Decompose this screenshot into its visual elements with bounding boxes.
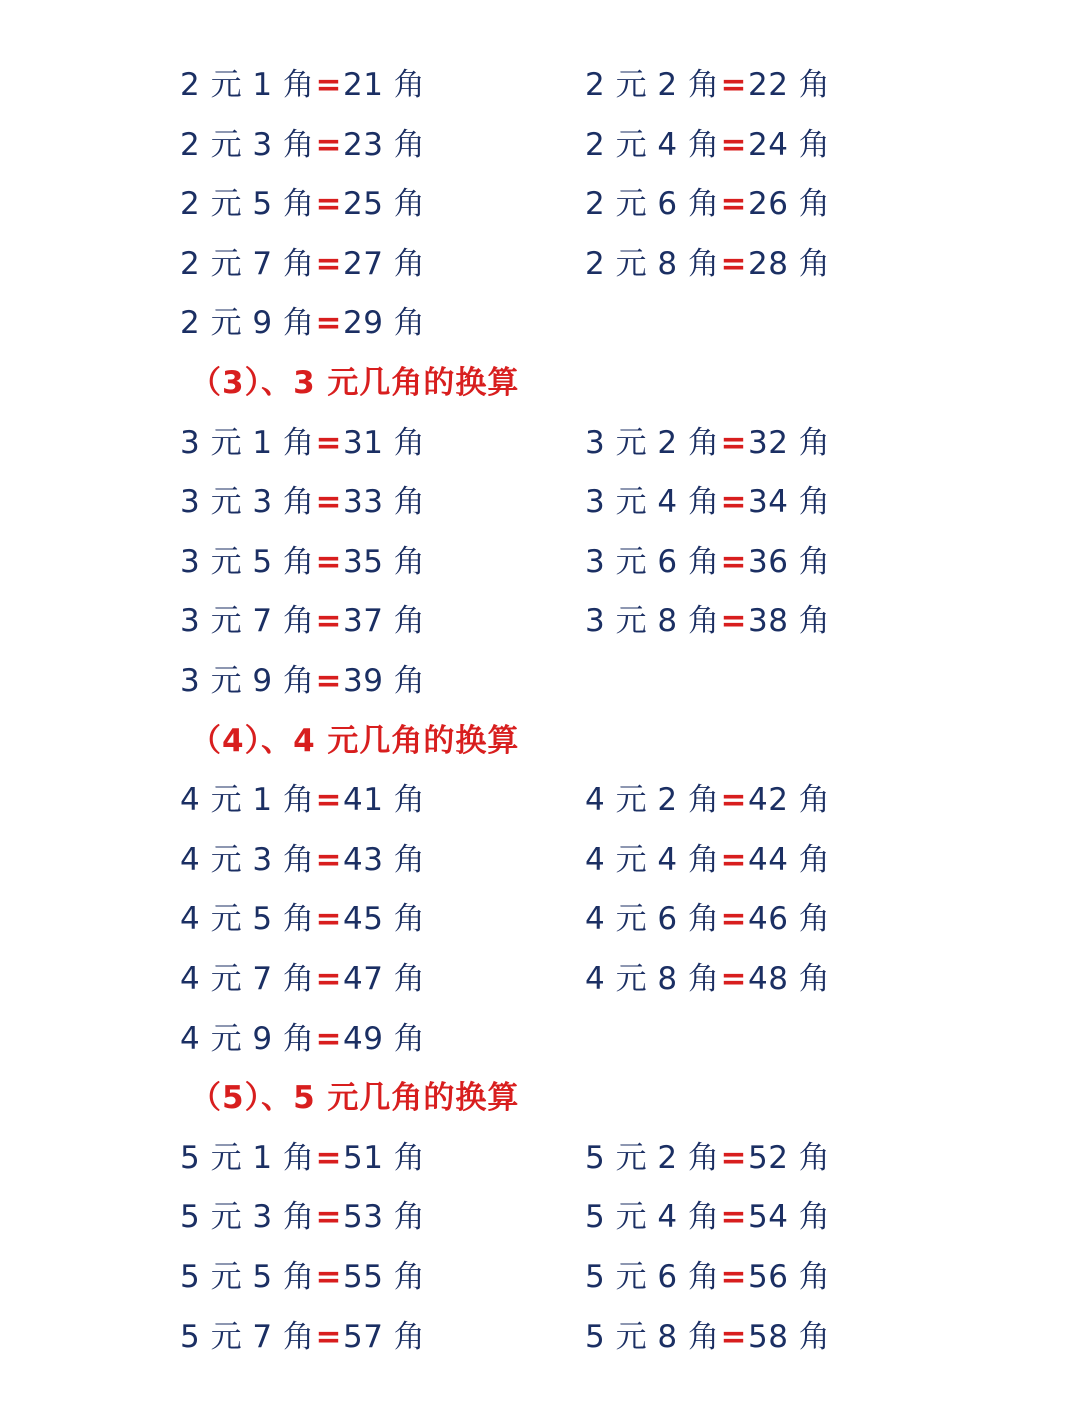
conversion-left: 2 元 8 角 bbox=[585, 245, 720, 282]
equals-sign: = bbox=[315, 961, 342, 997]
equals-sign: = bbox=[315, 841, 342, 878]
equals-sign: = bbox=[315, 543, 342, 580]
conversion-left: 3 元 2 角 bbox=[585, 424, 720, 461]
conversion-result: 45 角 bbox=[343, 901, 426, 938]
equals-sign: = bbox=[720, 186, 747, 223]
conversion-left: 2 元 1 角 bbox=[180, 67, 315, 103]
conversion-left: 4 元 6 角 bbox=[585, 901, 720, 938]
conversion-result: 47 角 bbox=[343, 961, 426, 997]
equals-sign: = bbox=[720, 543, 747, 580]
equals-sign: = bbox=[315, 782, 342, 819]
equals-sign: = bbox=[720, 245, 747, 282]
conversion-item-right bbox=[585, 950, 830, 1009]
conversion-item-right bbox=[585, 414, 830, 473]
conversion-left: 4 元 9 角 bbox=[180, 1020, 315, 1057]
conversion-result: 37 角 bbox=[343, 603, 426, 640]
conversion-result: 25 角 bbox=[343, 186, 426, 223]
conversion-left: 3 元 3 角 bbox=[180, 484, 315, 521]
conversion-item-left bbox=[180, 1129, 425, 1188]
conversion-left: 5 元 7 角 bbox=[180, 1318, 315, 1355]
equals-sign: = bbox=[720, 603, 747, 640]
conversion-result: 48 角 bbox=[748, 961, 831, 997]
conversion-left: 4 元 3 角 bbox=[180, 841, 315, 878]
conversion-left: 4 元 7 角 bbox=[180, 961, 315, 997]
equals-sign: = bbox=[720, 1318, 747, 1355]
conversion-item-left bbox=[180, 1308, 425, 1367]
conversion-left: 5 元 2 角 bbox=[585, 1139, 720, 1176]
conversion-item-left bbox=[180, 473, 425, 532]
equals-sign: = bbox=[720, 1259, 747, 1295]
conversion-result: 56 角 bbox=[748, 1259, 831, 1295]
conversion-result: 43 角 bbox=[343, 841, 426, 878]
conversion-item-right bbox=[585, 56, 830, 115]
equals-sign: = bbox=[720, 484, 747, 521]
conversion-result: 27 角 bbox=[343, 245, 426, 282]
conversion-item-left bbox=[180, 175, 425, 234]
conversion-result: 46 角 bbox=[748, 901, 831, 938]
conversion-left: 5 元 5 角 bbox=[180, 1259, 315, 1295]
conversion-left: 2 元 9 角 bbox=[180, 305, 315, 342]
equals-sign: = bbox=[315, 1259, 342, 1295]
equals-sign: = bbox=[315, 424, 342, 461]
conversion-left: 2 元 2 角 bbox=[585, 67, 720, 103]
equals-sign: = bbox=[720, 424, 747, 461]
conversion-left: 4 元 1 角 bbox=[180, 782, 315, 819]
conversion-result: 36 角 bbox=[748, 543, 831, 580]
conversion-item-right bbox=[585, 473, 830, 532]
conversion-left: 3 元 7 角 bbox=[180, 603, 315, 640]
conversion-result: 33 角 bbox=[343, 484, 426, 521]
conversion-item-right bbox=[585, 771, 830, 830]
equals-sign: = bbox=[315, 1139, 342, 1176]
conversion-result: 32 角 bbox=[748, 424, 831, 461]
conversion-left: 2 元 4 角 bbox=[585, 126, 720, 163]
conversion-result: 41 角 bbox=[343, 782, 426, 819]
conversion-item-left bbox=[180, 533, 425, 592]
conversion-item-right bbox=[585, 831, 830, 890]
equals-sign: = bbox=[720, 782, 747, 819]
equals-sign: = bbox=[720, 1139, 747, 1176]
conversion-left: 4 元 4 角 bbox=[585, 841, 720, 878]
conversion-result: 39 角 bbox=[343, 663, 426, 699]
equals-sign: = bbox=[315, 67, 342, 103]
conversion-left: 5 元 6 角 bbox=[585, 1259, 720, 1295]
conversion-item-left bbox=[180, 294, 425, 353]
equals-sign: = bbox=[315, 245, 342, 282]
conversion-left: 5 元 1 角 bbox=[180, 1139, 315, 1176]
conversion-item-right bbox=[585, 592, 830, 651]
conversion-item-right bbox=[585, 116, 830, 175]
conversion-item-right bbox=[585, 1188, 830, 1247]
conversion-left: 2 元 3 角 bbox=[180, 126, 315, 163]
equals-sign: = bbox=[720, 67, 747, 103]
conversion-item-left bbox=[180, 652, 425, 711]
conversion-left: 2 元 5 角 bbox=[180, 186, 315, 223]
conversion-item-left bbox=[180, 56, 425, 115]
conversion-left: 3 元 5 角 bbox=[180, 543, 315, 580]
equals-sign: = bbox=[720, 1199, 747, 1236]
equals-sign: = bbox=[315, 186, 342, 223]
section-heading: （3）、3 元几角的换算 bbox=[190, 365, 520, 401]
equals-sign: = bbox=[315, 603, 342, 640]
conversion-result: 58 角 bbox=[748, 1318, 831, 1355]
conversion-left: 2 元 7 角 bbox=[180, 245, 315, 282]
equals-sign: = bbox=[720, 126, 747, 163]
conversion-left: 3 元 6 角 bbox=[585, 543, 720, 580]
conversion-result: 55 角 bbox=[343, 1259, 426, 1295]
conversion-left: 3 元 4 角 bbox=[585, 484, 720, 521]
conversion-item-left bbox=[180, 1248, 425, 1307]
equals-sign: = bbox=[315, 305, 342, 342]
conversion-result: 42 角 bbox=[748, 782, 831, 819]
conversion-left: 5 元 4 角 bbox=[585, 1199, 720, 1236]
conversion-result: 24 角 bbox=[748, 126, 831, 163]
conversion-left: 3 元 1 角 bbox=[180, 424, 315, 461]
conversion-item-right bbox=[585, 1308, 830, 1367]
equals-sign: = bbox=[720, 961, 747, 997]
conversion-result: 51 角 bbox=[343, 1139, 426, 1176]
conversion-item-left bbox=[180, 592, 425, 651]
conversion-left: 5 元 8 角 bbox=[585, 1318, 720, 1355]
equals-sign: = bbox=[315, 1020, 342, 1057]
conversion-item-left bbox=[180, 1188, 425, 1247]
conversion-left: 4 元 2 角 bbox=[585, 782, 720, 819]
conversion-result: 57 角 bbox=[343, 1318, 426, 1355]
conversion-item-left bbox=[180, 235, 425, 294]
equals-sign: = bbox=[720, 841, 747, 878]
section-heading: （4）、4 元几角的换算 bbox=[190, 722, 520, 759]
conversion-result: 21 角 bbox=[343, 67, 426, 103]
conversion-result: 38 角 bbox=[748, 603, 831, 640]
equals-sign: = bbox=[315, 663, 342, 699]
conversion-item-left bbox=[180, 1010, 425, 1069]
equals-sign: = bbox=[315, 126, 342, 163]
conversion-left: 3 元 9 角 bbox=[180, 663, 315, 699]
conversion-left: 5 元 3 角 bbox=[180, 1199, 315, 1236]
conversion-item-right bbox=[585, 890, 830, 949]
conversion-item-left bbox=[180, 950, 425, 1009]
conversion-result: 34 角 bbox=[748, 484, 831, 521]
conversion-left: 2 元 6 角 bbox=[585, 186, 720, 223]
conversion-result: 26 角 bbox=[748, 186, 831, 223]
conversion-result: 53 角 bbox=[343, 1199, 426, 1236]
conversion-result: 29 角 bbox=[343, 305, 426, 342]
equals-sign: = bbox=[315, 484, 342, 521]
conversion-result: 44 角 bbox=[748, 841, 831, 878]
equals-sign: = bbox=[315, 901, 342, 938]
conversion-result: 28 角 bbox=[748, 245, 831, 282]
conversion-item-right bbox=[585, 533, 830, 592]
conversion-item-left bbox=[180, 771, 425, 830]
conversion-item-left bbox=[180, 116, 425, 175]
conversion-result: 54 角 bbox=[748, 1199, 831, 1236]
equals-sign: = bbox=[315, 1199, 342, 1236]
conversion-result: 22 角 bbox=[748, 67, 831, 103]
conversion-result: 52 角 bbox=[748, 1139, 831, 1176]
conversion-result: 23 角 bbox=[343, 126, 426, 163]
equals-sign: = bbox=[315, 1318, 342, 1355]
conversion-result: 31 角 bbox=[343, 424, 426, 461]
conversion-result: 35 角 bbox=[343, 543, 426, 580]
conversion-left: 3 元 8 角 bbox=[585, 603, 720, 640]
section-heading: （5）、5 元几角的换算 bbox=[190, 1080, 520, 1117]
conversion-item-right bbox=[585, 175, 830, 234]
conversion-item-left bbox=[180, 890, 425, 949]
conversion-left: 4 元 8 角 bbox=[585, 961, 720, 997]
conversion-item-right bbox=[585, 1129, 830, 1188]
equals-sign: = bbox=[720, 901, 747, 938]
conversion-item-left bbox=[180, 414, 425, 473]
conversion-result: 49 角 bbox=[343, 1020, 426, 1057]
conversion-left: 4 元 5 角 bbox=[180, 901, 315, 938]
conversion-item-left bbox=[180, 831, 425, 890]
conversion-item-right bbox=[585, 235, 830, 294]
conversion-item-right bbox=[585, 1248, 830, 1307]
